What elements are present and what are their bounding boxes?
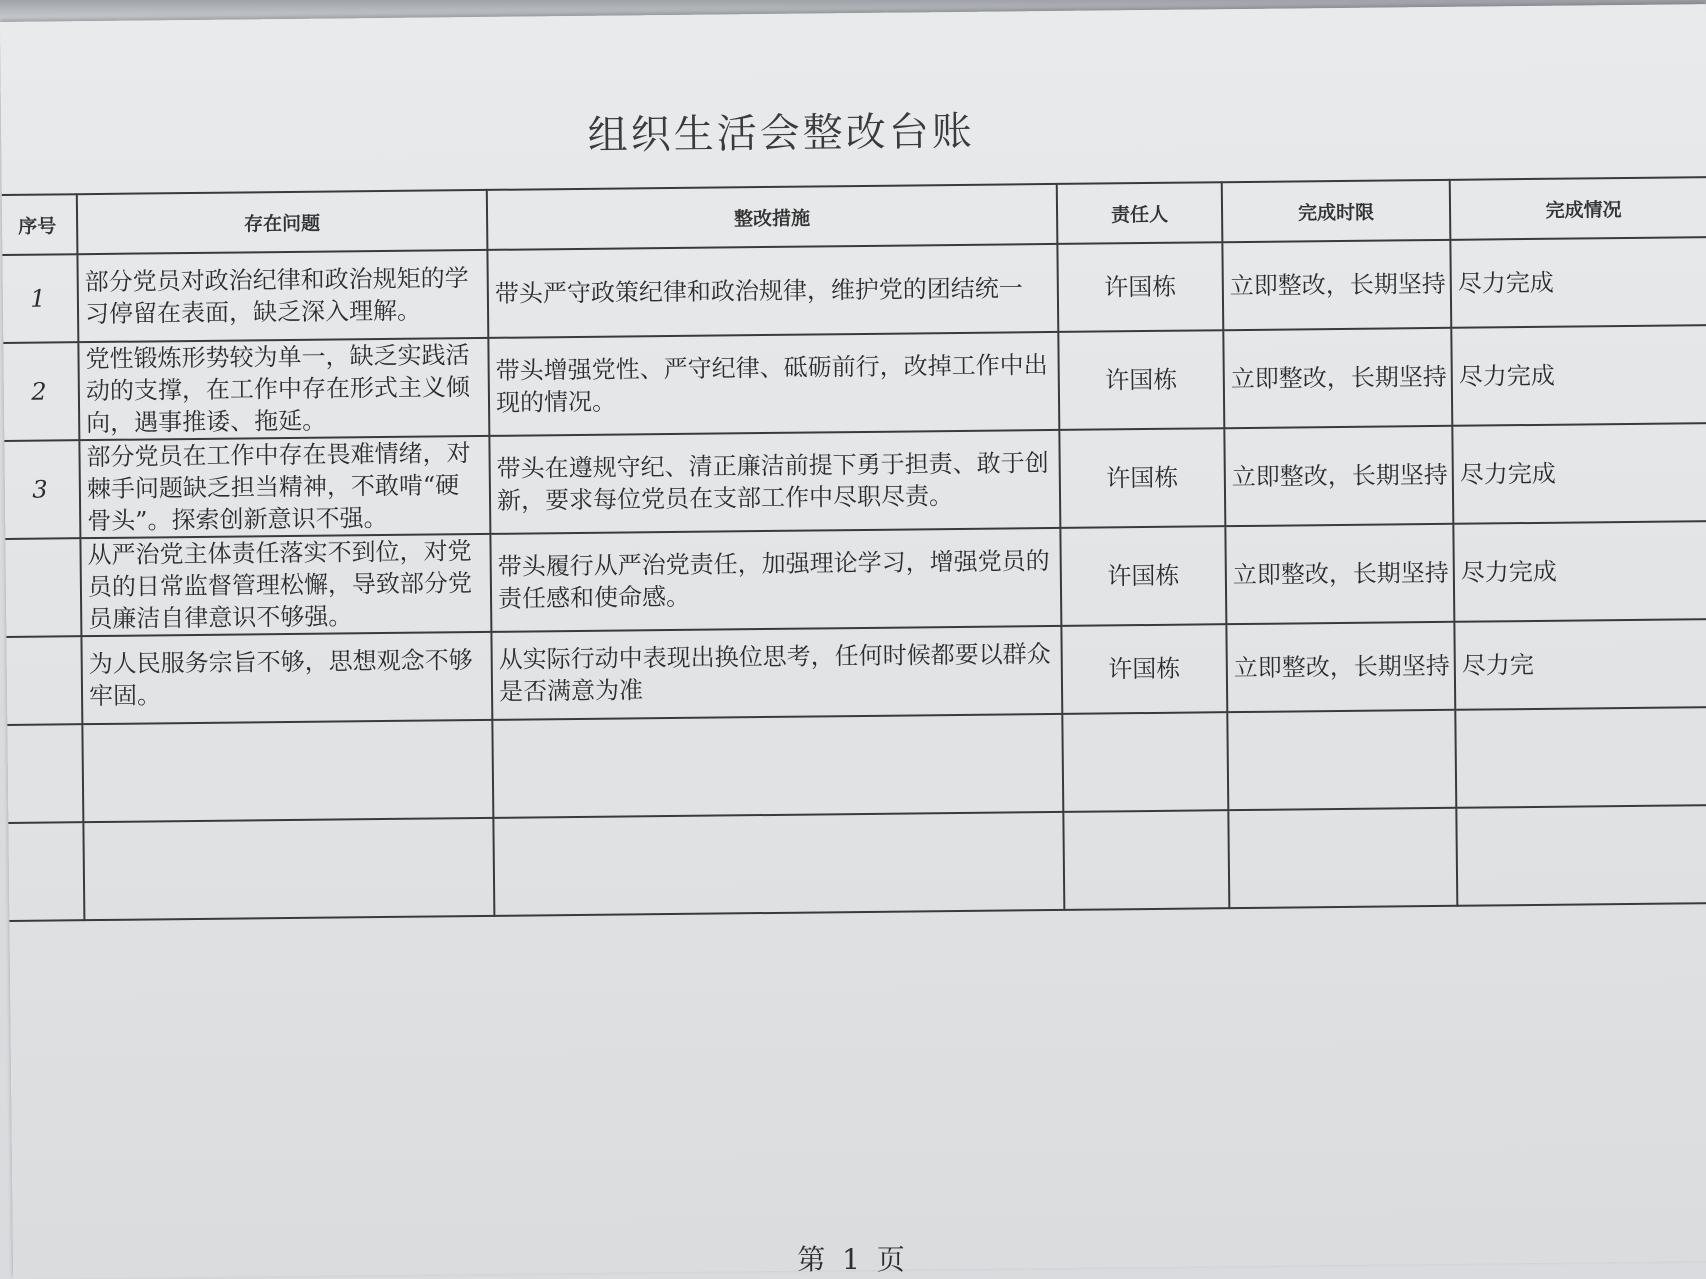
status-cell: 尽力完成 bbox=[1451, 325, 1706, 426]
status-cell: 尽力完成 bbox=[1452, 423, 1706, 524]
empty-cell bbox=[492, 714, 1063, 818]
table-row bbox=[0, 521, 1706, 637]
row-number: 3 bbox=[0, 440, 80, 539]
deadline-cell: 立即整改，长期坚持 bbox=[1225, 524, 1454, 624]
empty-cell bbox=[1228, 808, 1457, 908]
person-cell: 许国栋 bbox=[1060, 526, 1226, 626]
measure-cell: 带头严守政策纪律和政治规律，维护党的团结统一 bbox=[487, 244, 1058, 338]
person-cell: 许国栋 bbox=[1059, 428, 1225, 528]
person-cell: 许国栋 bbox=[1061, 624, 1227, 714]
status-cell: 尽力完成 bbox=[1453, 521, 1706, 622]
rectification-ledger-table bbox=[0, 176, 1706, 922]
paper-sheet bbox=[0, 4, 1706, 1279]
header-measure: 整改措施 bbox=[487, 184, 1058, 250]
empty-cell bbox=[83, 818, 494, 920]
measure-cell: 从实际行动中表现出换位思考，任何时候都要以群众是否满意为准 bbox=[491, 626, 1062, 720]
header-person: 责任人 bbox=[1057, 182, 1223, 244]
empty-cell bbox=[1456, 805, 1706, 906]
empty-cell bbox=[1063, 810, 1229, 910]
empty-table-row bbox=[3, 805, 1706, 921]
row-number bbox=[1, 636, 82, 725]
issue-cell: 党性锻炼形势较为单一，缺乏实践活动的支撑，在工作中存在形式主义倾向，遇事推诿、拖延。 bbox=[78, 338, 489, 440]
deadline-cell: 立即整改，长期坚持 bbox=[1224, 426, 1453, 526]
header-deadline: 完成时限 bbox=[1222, 180, 1451, 242]
header-no: 序号 bbox=[0, 194, 77, 255]
empty-table-row bbox=[2, 707, 1706, 823]
header-status: 完成情况 bbox=[1450, 177, 1706, 240]
page-number: 第 1 页 bbox=[797, 1243, 909, 1276]
table-row bbox=[0, 325, 1706, 441]
table-row bbox=[0, 423, 1706, 539]
deadline-cell: 立即整改，长期坚持 bbox=[1222, 240, 1451, 330]
issue-cell: 为人民服务宗旨不够，思想观念不够牢固。 bbox=[81, 632, 492, 724]
status-cell: 尽力完成 bbox=[1450, 237, 1706, 328]
deadline-cell: 立即整改，长期坚持 bbox=[1226, 622, 1455, 712]
measure-cell: 带头在遵规守纪、清正廉洁前提下勇于担责、敢于创新，要求每位党员在支部工作中尽职尽责。 bbox=[489, 430, 1060, 534]
header-issue: 存在问题 bbox=[77, 190, 488, 254]
status-cell: 尽力完 bbox=[1454, 619, 1706, 710]
empty-cell bbox=[493, 812, 1064, 916]
empty-cell bbox=[1227, 710, 1456, 810]
empty-cell bbox=[3, 822, 84, 921]
empty-cell bbox=[1455, 707, 1706, 808]
document-title: 组织生活会整改台账 bbox=[587, 108, 975, 159]
empty-cell bbox=[1062, 712, 1228, 812]
issue-cell: 从严治党主体责任落实不到位，对党员的日常监督管理松懈，导致部分党员廉洁自律意识不够强。 bbox=[80, 534, 491, 636]
empty-cell bbox=[2, 724, 83, 823]
row-number bbox=[0, 538, 81, 637]
deadline-cell: 立即整改，长期坚持 bbox=[1223, 328, 1452, 428]
person-cell: 许国栋 bbox=[1058, 330, 1224, 430]
person-cell: 许国栋 bbox=[1057, 242, 1223, 332]
row-number: 1 bbox=[0, 254, 78, 343]
issue-cell: 部分党员对政治纪律和政治规矩的学习停留在表面，缺乏深入理解。 bbox=[77, 250, 488, 342]
measure-cell: 带头履行从严治党责任，加强理论学习，增强党员的责任感和使命感。 bbox=[490, 528, 1061, 632]
issue-cell: 部分党员在工作中存在畏难情绪，对棘手问题缺乏担当精神，不敢啃“硬骨头”。探索创新意识不强。 bbox=[79, 436, 490, 538]
measure-cell: 带头增强党性、严守纪律、砥砺前行，改掉工作中出现的情况。 bbox=[488, 332, 1059, 436]
row-number: 2 bbox=[0, 342, 79, 441]
empty-cell bbox=[82, 720, 493, 822]
